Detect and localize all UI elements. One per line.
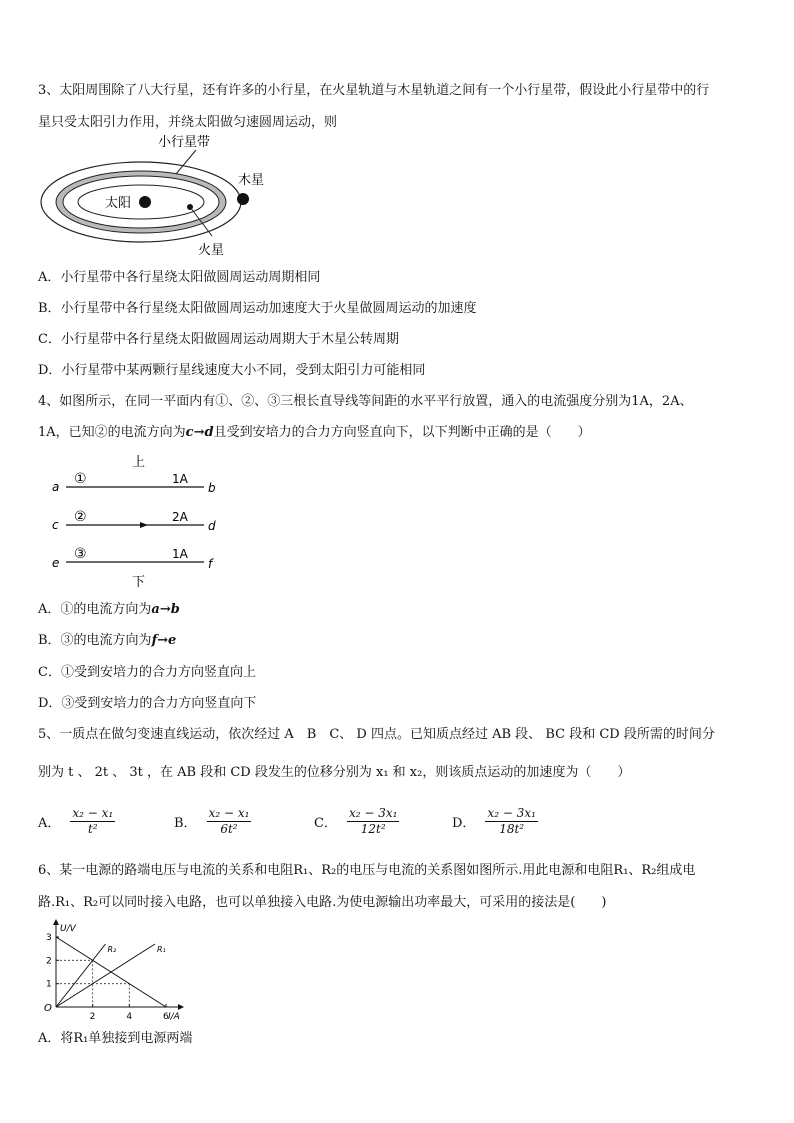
q4-stem-line2 <box>38 424 591 442</box>
q5-option-c-denominator: 12t² <box>360 822 386 836</box>
q5-stem-line1: 5、一质点在做匀变速直线运动，依次经过 A B C、 D 四点。已知质点经过 AB 段、 BC 段和 CD 段所需的时间分 <box>38 727 715 742</box>
q5-stem-line2: 别为 t 、 2t 、 3t ，在 AB 段和 CD 段发生的位移分别为 x₁ 和 x₂，则该质点运动的加速度为（ ） <box>38 765 631 780</box>
q5-option-d-label: D． <box>452 816 476 831</box>
q5-option-b-numerator: x₂ − x₁ <box>208 806 250 820</box>
ui-graph <box>36 922 180 1022</box>
q5-option-b <box>174 806 251 837</box>
wire1-right-label: b <box>208 481 216 495</box>
q4-option-b-text: B．③的电流方向为 <box>38 633 152 648</box>
q3-stem-line1: 3、太阳周围除了八大行星，还有许多的小行星，在火星轨道与木星轨道之间有一个小行星带，假设此小行星带中的行 <box>38 83 710 98</box>
series-label: R₂ <box>107 945 117 954</box>
q4-option-c: C．①受到安培力的合力方向竖直向上 <box>38 665 256 680</box>
belt-label: 小行星带 <box>158 135 211 150</box>
q6-stem-line2: 路.R₁、R₂可以同时接入电路，也可以单独接入电路.为使电源输出功率最大，可采用的接法是( ) <box>38 895 607 910</box>
wire3-current: 1A <box>172 547 188 561</box>
q4-stem-direction: c→d <box>185 425 214 440</box>
q5-option-d <box>452 806 538 837</box>
y-tick-label: 2 <box>46 956 52 967</box>
q4-option-a <box>38 601 180 619</box>
jupiter-dot <box>237 193 249 205</box>
series-line <box>56 944 106 1007</box>
series-label: R₁ <box>157 945 166 954</box>
wire1-number: ① <box>74 471 87 487</box>
q4-option-d: D．③受到安培力的合力方向竖直向下 <box>38 696 257 711</box>
x-tick-label: 2 <box>89 1012 96 1022</box>
top-label: 上 <box>132 455 146 470</box>
jupiter-label: 木星 <box>238 173 265 188</box>
wire2-arrow-icon <box>140 522 148 528</box>
q4-option-b-direction: f→e <box>151 633 177 648</box>
y-tick-label: 3 <box>46 933 52 943</box>
q4-option-a-direction: a→b <box>151 602 180 617</box>
q5-option-b-label: B． <box>174 816 197 831</box>
q4-option-b <box>38 632 176 650</box>
q3-option-a: A．小行星带中各行星绕太阳做圆周运动周期相同 <box>38 270 321 285</box>
q5-option-c-label: C． <box>314 816 337 831</box>
q6-stem-line1: 6、某一电源的路端电压与电流的关系和电阻R₁、R₂的电压与电流的关系图如图所示.用此电源和电阻R₁、R₂组成电 <box>38 863 696 878</box>
wire2-number: ② <box>74 509 87 525</box>
y-axis-label: U/V <box>60 924 76 934</box>
y-axis-arrow-icon <box>53 919 59 925</box>
q5-option-a-label: A． <box>38 816 61 831</box>
wire2-current: 2A <box>172 510 188 524</box>
q3-stem-line2: 星只受太阳引力作用，并绕太阳做匀速圆周运动，则 <box>38 115 338 130</box>
q5-option-b-denominator: 6t² <box>220 822 238 836</box>
sun-dot <box>139 196 151 208</box>
q3-option-c: C．小行星带中各行星绕太阳做圆周运动周期大于木星公转周期 <box>38 332 399 347</box>
mars-label: 火星 <box>198 243 225 258</box>
sun-label: 太阳 <box>105 196 132 211</box>
q4-stem-line2-a: 1A，已知②的电流方向为 <box>38 425 186 440</box>
wire3-number: ③ <box>74 546 87 562</box>
series-line <box>56 944 155 1007</box>
q5-option-a-numerator: x₂ − x₁ <box>72 806 114 820</box>
q5-option-c <box>314 806 399 837</box>
wire2-right-label: d <box>208 519 216 533</box>
q5-option-c-numerator: x₂ − 3x₁ <box>348 806 398 820</box>
wire3-right-label: f <box>208 557 213 571</box>
q6-option-a: A．将R₁单独接到电源两端 <box>38 1031 193 1046</box>
x-axis-arrow-icon <box>178 1004 184 1010</box>
q5-option-a <box>38 806 115 837</box>
q5-options <box>38 806 598 850</box>
asteroid-belt-figure <box>38 132 298 262</box>
x-axis-label: I/A <box>168 1012 180 1022</box>
y-tick-label: 1 <box>46 979 52 990</box>
q3-option-b: B．小行星带中各行星绕太阳做圆周运动加速度大于火星做圆周运动的加速度 <box>38 301 477 316</box>
q5-option-d-denominator: 18t² <box>499 822 525 836</box>
q4-stem-line1: 4、如图所示，在同一平面内有①、②、③三根长直导线等间距的水平平行放置，通入的电流强度分别为1A，2A、 <box>38 394 693 409</box>
bottom-label: 下 <box>132 575 146 590</box>
x-tick-label: 6 <box>163 1012 169 1022</box>
wire1-current: 1A <box>172 472 188 486</box>
origin-label: O <box>44 1003 52 1014</box>
q5-option-d-numerator: x₂ − 3x₁ <box>487 806 536 820</box>
wire1-left-label: a <box>52 480 60 494</box>
wire2-left-label: c <box>52 518 59 532</box>
q5-option-a-denominator: t² <box>87 822 98 836</box>
wire3-left-label: e <box>52 556 60 570</box>
q4-option-a-text: A．①的电流方向为 <box>38 602 152 617</box>
wires-figure <box>44 450 244 590</box>
q4-stem-line2-b: 且受到安培力的合力方向竖直向下，以下判断中正确的是（ ） <box>213 425 591 440</box>
belt-leader-line <box>176 150 196 174</box>
x-tick-label: 4 <box>126 1012 133 1022</box>
q3-option-d: D．小行星带中某两颗行星线速度大小不同，受到太阳引力可能相同 <box>38 363 426 378</box>
